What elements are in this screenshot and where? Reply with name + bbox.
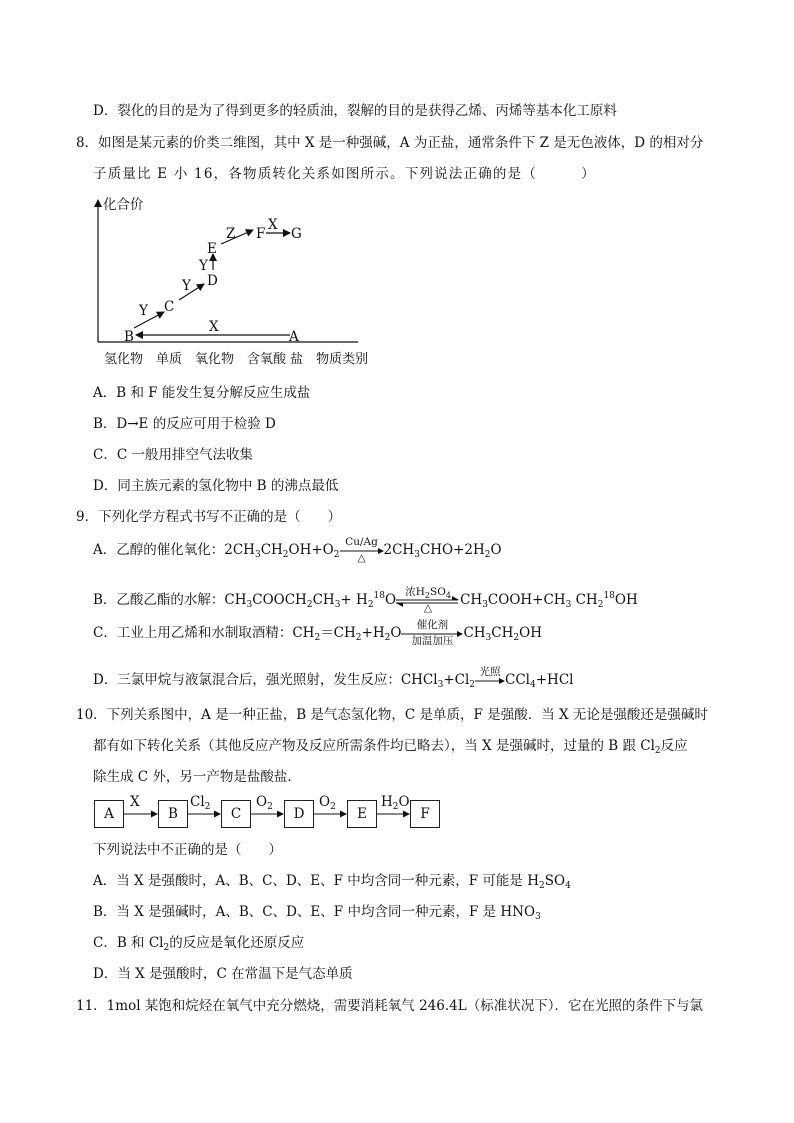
q10-option-a: A．当 X 是强酸时，A、B、C、D、E、F 中均含同一种元素，F 可能是 $H_2SO_4$ — [93, 873, 571, 891]
q10-option-c: C．B 和 $Cl_2$的反应是氧化还原反应 — [93, 935, 305, 953]
q9-c-catalyst: 催化剂 — [416, 618, 449, 631]
flow-label-o2-1: $O_2$ — [256, 794, 273, 812]
q7-option-d: D．裂化的目的是为了得到更多的轻质油，裂解的目的是获得乙烯、丙烯等基本化工原料 — [93, 103, 617, 119]
box-e: E — [347, 800, 377, 828]
node-e: E — [207, 241, 217, 257]
q8-stem-line-2: 子质量比 E 小 16，各物质转化关系如图所示。下列说法正确的是（ ） — [93, 166, 596, 182]
box-f: F — [410, 800, 440, 828]
label-y-c-d: Y — [182, 278, 191, 294]
q10-stem-line-1: 10．下列关系图中，A 是一种正盐，B 是气态氢化物，C 是单质，F 是强酸．当 X 无论是强酸还是强碱时 — [76, 707, 708, 723]
q8-stem-line-1: 8．如图是某元素的价类二维图，其中 X 是一种强碱，A 为正盐，通常条件下 Z 是无色液体，D 的相对分 — [76, 135, 704, 151]
node-c: C — [164, 299, 175, 315]
label-y-b-c: Y — [139, 303, 148, 319]
q9-b-catalyst: 浓$H_2SO_4$ — [405, 585, 451, 600]
box-a: A — [94, 800, 124, 828]
q9-c-conditions: 加温加压 — [411, 634, 454, 647]
q10-stem-line-2: 都有如下转化关系（其他反应产物及反应所需条件均已略去），当 X 是强碱时，过量的 B 跟 $Cl_2$反应 — [93, 738, 688, 756]
q8-option-c: C．C 一般用排空气法收集 — [93, 447, 253, 463]
q10-option-b: B．当 X 是强碱时，A、B、C、D、E、F 中均含同一种元素，F 是 $HNO_3$ — [93, 904, 541, 922]
flow-label-x: X — [130, 794, 140, 810]
flow-label-o2-2: $O_2$ — [319, 794, 336, 812]
y-axis-label: 化合价 — [103, 197, 144, 213]
node-d: D — [207, 273, 218, 289]
q8-option-d: D．同主族元素的氢化物中 B 的沸点最低 — [93, 478, 339, 494]
node-b: B — [124, 329, 134, 345]
q9-a-heat: △ — [357, 551, 366, 564]
label-z-e-f: Z — [226, 226, 236, 242]
q8-option-b: B．D→E 的反应可用于检验 D — [93, 416, 276, 432]
q9-a-catalyst: Cu/Ag — [345, 535, 378, 548]
label-y-d-e: Y — [199, 258, 208, 274]
q10-stem-line-3: 除生成 C 外，另一产物是盐酸盐． — [93, 769, 301, 785]
flow-label-h2o: $H_2O$ — [381, 794, 410, 812]
q9-option-b: B．乙酸乙酯的水解：$CH_3COOCH_2CH_3+ H_2^{18}O$ 浓$H_2SO_4$ △ $CH_3COOH+CH_3$ $CH_2^{18}OH$ — [93, 585, 638, 614]
q10-question: 下列说法中不正确的是（ ） — [93, 842, 282, 858]
node-g: G — [291, 226, 302, 242]
q11-stem: 11．1mol 某饱和烷烃在氧气中充分燃烧，需要消耗氧气 246.4L（标准状况下）．它在光照的条件下与氯 — [76, 998, 703, 1014]
q9-option-d: D．三氯甲烷与液氯混合后，强光照射，发生反应：$CHCl_3+Cl_2$ 光照 CCl$_4$+HCl — [93, 665, 574, 690]
box-c: C — [221, 800, 251, 828]
q9-stem: 9．下列化学方程式书写不正确的是（ ） — [76, 509, 342, 525]
q9-d-light: 光照 — [479, 665, 501, 678]
flow-label-cl2: $Cl_2$ — [190, 794, 211, 812]
label-x-a-b: X — [209, 319, 219, 335]
box-b: B — [158, 800, 188, 828]
q9-b-heat: △ — [424, 601, 433, 614]
node-a: A — [289, 329, 299, 345]
label-x-f-g: X — [268, 217, 278, 233]
q9-option-a: A．乙醇的催化氧化：$2CH_3CH_2OH+O_2$ Cu/Ag △ $2CH_3CHO+2H_2O$ — [93, 535, 502, 564]
x-axis-label: 氢化物 单质 氧化物 含氧酸 盐 物质类别 — [104, 352, 369, 367]
node-f: F — [256, 226, 266, 242]
q10-option-d: D．当 X 是强酸时，C 在常温下是气态单质 — [93, 966, 353, 982]
q8-option-a: A．B 和 F 能发生复分解反应生成盐 — [93, 385, 311, 401]
box-d: D — [284, 800, 314, 828]
q9-option-c: C．工业上用乙烯和水制取酒精：$CH_2=CH_2+H_2O$ 催化剂 加温加压 $CH_3CH_2OH$ — [93, 618, 542, 647]
